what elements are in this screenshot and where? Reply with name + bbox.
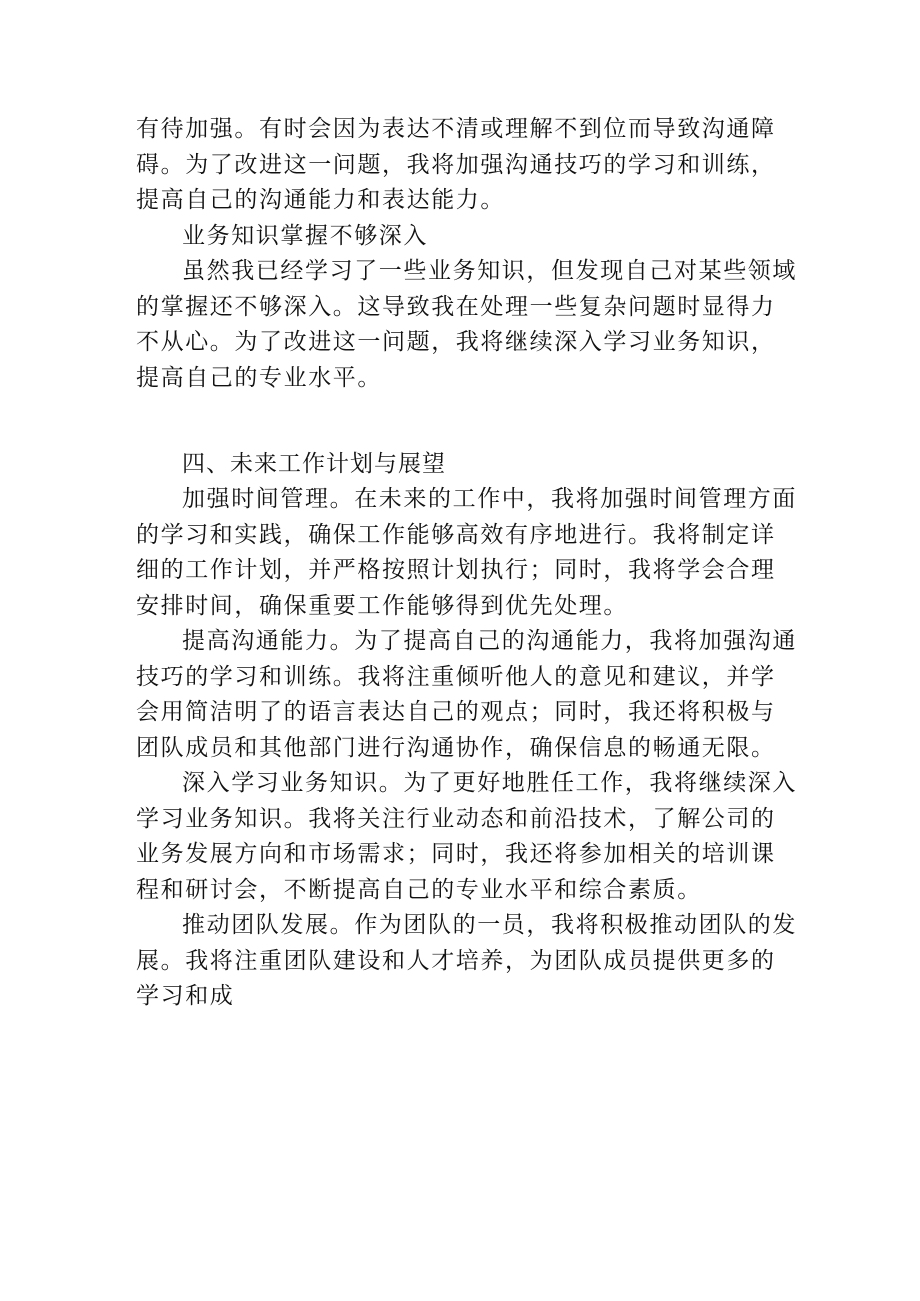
paragraph-business-knowledge: 虽然我已经学习了一些业务知识，但发现自己对某些领域的掌握还不够深入。这导致我在处理一些复杂问题时显得力不从心。为了改进这一问题，我将继续深入学习业务知识，提高自己的专业水平。 — [136, 258, 797, 391]
section-title-future-plans: 四、未来工作计划与展望 — [182, 451, 446, 477]
paragraph-business-learning: 深入学习业务知识。为了更好地胜任工作，我将继续深入学习业务知识。我将关注行业动态和前沿技术，了解公司的业务发展方向和市场需求；同时，我还将参加相关的培训课程和研讨会，不断提高自己的专业水平和综合素质。 — [136, 770, 797, 903]
paragraph-continued-communication: 有待加强。有时会因为表达不清或理解不到位而导致沟通障碍。为了改进这一问题，我将加强沟通技巧的学习和训练，提高自己的沟通能力和表达能力。 — [136, 116, 776, 213]
paragraph-time-management: 加强时间管理。在未来的工作中，我将加强时间管理方面的学习和实践，确保工作能够高效有序地进行。我将制定详细的工作计划，并严格按照计划执行；同时，我将学会合理安排时间，确保重要工作能够得到优先处理。 — [136, 486, 797, 619]
paragraph-team-development: 推动团队发展。作为团队的一员，我将积极推动团队的发展。我将注重团队建设和人才培养，为团队成员提供更多的学习和成 — [136, 912, 797, 1009]
subheading-business-knowledge: 业务知识掌握不够深入 — [182, 222, 428, 249]
document-body — [136, 112, 800, 1015]
paragraph-communication-skills: 提高沟通能力。为了提高自己的沟通能力，我将加强沟通技巧的学习和训练。我将注重倾听他人的意见和建议，并学会用简洁明了的语言表达自己的观点；同时，我还将积极与团队成员和其他部门进行沟通协作，确保信息的畅通无限。 — [136, 628, 797, 761]
